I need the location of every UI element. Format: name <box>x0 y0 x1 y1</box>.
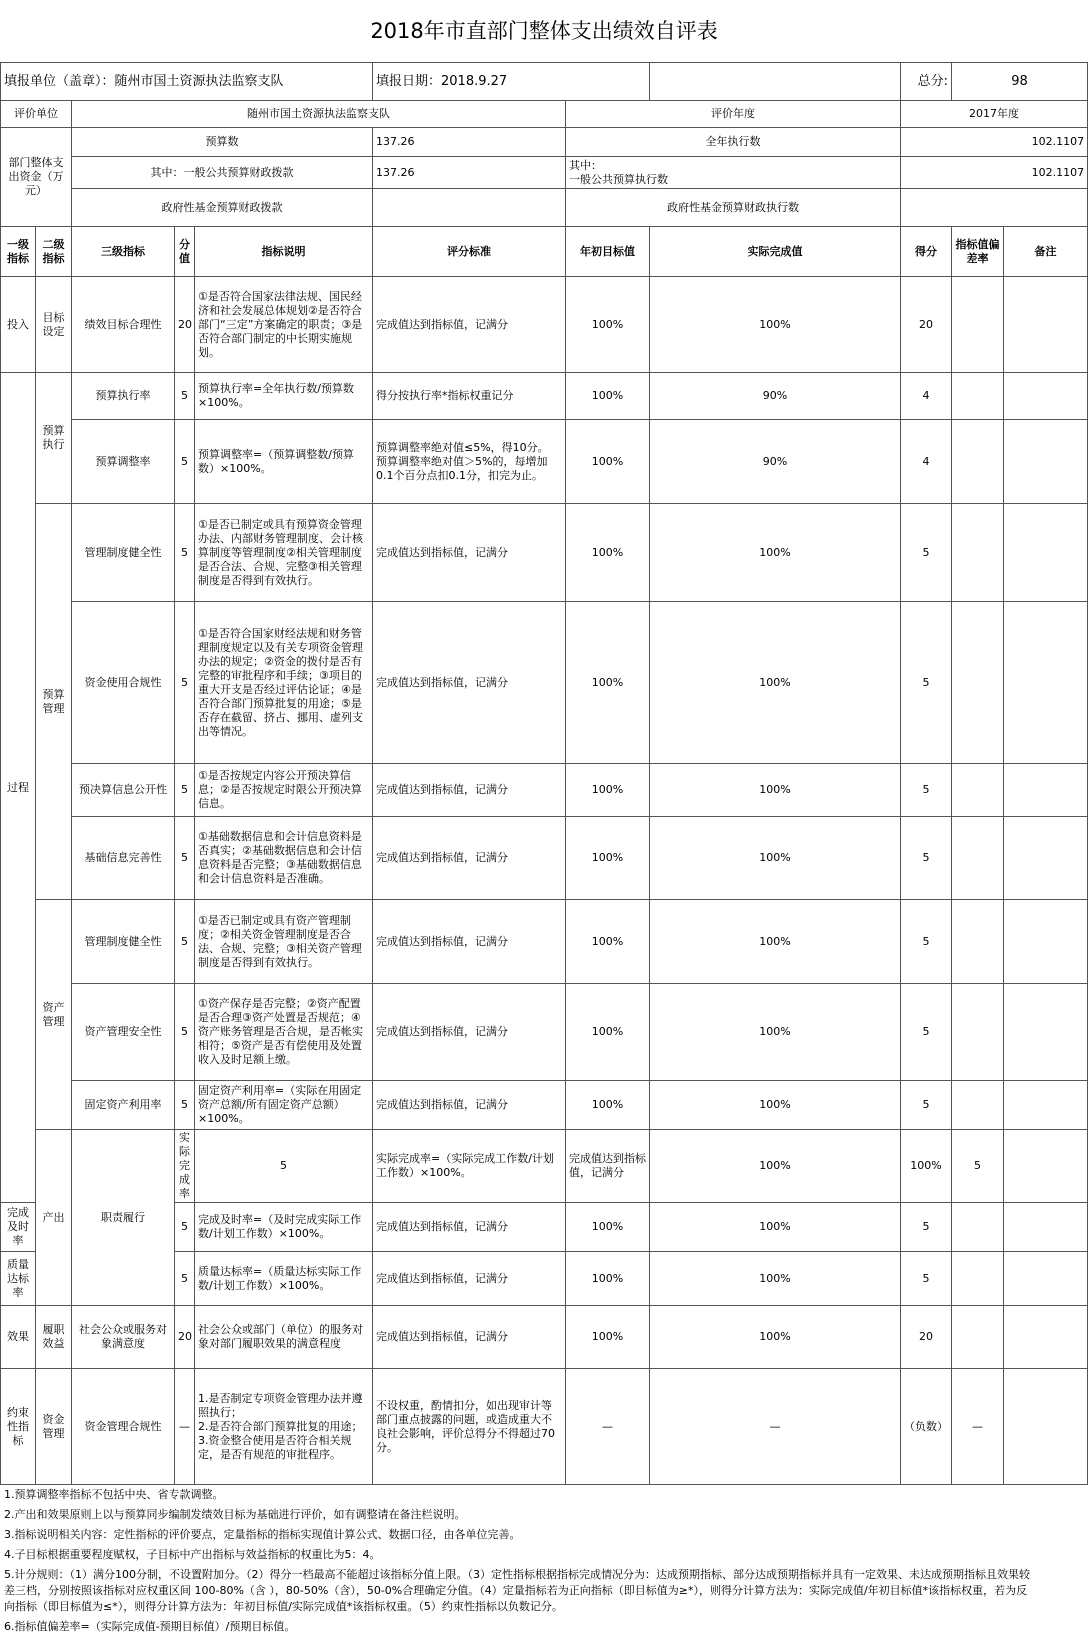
level2-benefit: 履职效益 <box>36 1306 72 1369</box>
indicator-deviation <box>952 277 1004 373</box>
general-budget-value: 137.26 <box>373 157 566 189</box>
indicator-deviation <box>952 1252 1004 1306</box>
col-remark: 备注 <box>1004 227 1088 277</box>
table-row <box>1 1130 1088 1203</box>
indicator-got: 5 <box>901 602 952 764</box>
indicator-standard: 完成值达到指标值，记满分 <box>373 764 566 817</box>
indicator-got: 20 <box>901 1306 952 1369</box>
indicator-target: 100% <box>566 817 650 900</box>
indicator-standard: 完成值达到指标值，记满分 <box>373 504 566 602</box>
indicator-got: 5 <box>901 1203 952 1252</box>
indicator-target: 100% <box>566 984 650 1081</box>
eval-year-label: 评价年度 <box>566 101 901 128</box>
indicator-standard: 不设权重，酌情扣分，如出现审计等部门重点披露的问题，或造成重大不良社会影响，评价总得分不得超过70分。 <box>373 1369 566 1485</box>
level1-process: 过程 <box>1 373 36 1203</box>
indicator-remark <box>1004 602 1088 764</box>
indicator-remark <box>1004 764 1088 817</box>
table-row <box>1 602 1088 764</box>
indicator-name: 绩效目标合理性 <box>72 277 175 373</box>
indicator-deviation <box>952 900 1004 984</box>
indicator-remark <box>1004 277 1088 373</box>
level2-fund-mgmt: 资金管理 <box>36 1369 72 1485</box>
indicator-standard: 完成值达到指标值，记满分 <box>373 900 566 984</box>
indicator-standard: 完成值达到指标值，记满分 <box>373 984 566 1081</box>
indicator-target: 100% <box>566 504 650 602</box>
fund-exec-label: 政府性基金预算财政执行数 <box>566 189 901 227</box>
indicator-name: 完成及时率 <box>1 1203 36 1252</box>
indicator-desc: ①是否已制定或具有资产管理制度；②相关资金管理制度是否合法、合规、完整；③相关资产管理制度是否得到有效执行。 <box>195 900 373 984</box>
indicator-actual: 100% <box>650 602 901 764</box>
blank-cell <box>650 63 901 101</box>
notes <box>0 1485 1042 1637</box>
table-row <box>1 764 1088 817</box>
indicator-score: 5 <box>175 817 195 900</box>
indicator-target: 100% <box>566 277 650 373</box>
col-level2: 二级指标 <box>36 227 72 277</box>
col-target: 年初目标值 <box>566 227 650 277</box>
indicator-actual: 100% <box>650 900 901 984</box>
indicator-standard: 完成值达到指标值，记满分 <box>566 1130 650 1203</box>
indicator-actual: 100% <box>650 1203 901 1252</box>
indicator-desc: ①资产保存是否完整；②资产配置是否合理③资产处置是否规范；④资产账务管理是否合规，是否帐实相符；⑤资产是否有偿使用及处置收入及时足额上缴。 <box>195 984 373 1081</box>
indicator-score: 5 <box>175 1252 195 1306</box>
indicator-remark <box>1004 420 1088 504</box>
indicator-deviation: — <box>952 1369 1004 1485</box>
indicator-name: 预算调整率 <box>72 420 175 504</box>
fund-budget-label: 政府性基金预算财政拨款 <box>72 189 373 227</box>
indicator-got: 5 <box>901 1252 952 1306</box>
indicator-got: 5 <box>901 817 952 900</box>
indicator-standard: 完成值达到指标值，记满分 <box>373 602 566 764</box>
indicator-desc: 固定资产利用率=（实际在用固定资产总额/所有固定资产总额）×100%。 <box>195 1081 373 1130</box>
indicator-got: 5 <box>901 984 952 1081</box>
indicator-actual: 100% <box>650 277 901 373</box>
indicator-name: 资金使用合规性 <box>72 602 175 764</box>
indicator-name: 社会公众或服务对象满意度 <box>72 1306 175 1369</box>
level1-effect: 效果 <box>1 1306 36 1369</box>
indicator-name: 资产管理安全性 <box>72 984 175 1081</box>
indicator-remark <box>1004 504 1088 602</box>
indicator-remark <box>1004 1081 1088 1130</box>
indicator-desc: ①是否按规定内容公开预决算信息；②是否按规定时限公开预决算信息。 <box>195 764 373 817</box>
page-title: 2018年市直部门整体支出绩效自评表 <box>1 0 1088 63</box>
indicator-target: 100% <box>566 900 650 984</box>
fill-date: 填报日期：2018.9.27 <box>373 63 650 101</box>
indicator-remark <box>1004 817 1088 900</box>
exec-label: 全年执行数 <box>566 128 901 157</box>
table-row <box>1 817 1088 900</box>
indicator-deviation <box>952 984 1004 1081</box>
table-row <box>1 420 1088 504</box>
fill-unit: 填报单位（盖章）：随州市国土资源执法监察支队 <box>1 63 373 101</box>
level2-goal: 目标设定 <box>36 277 72 373</box>
indicator-deviation <box>952 1203 1004 1252</box>
col-got: 得分 <box>901 227 952 277</box>
table-row <box>1 504 1088 602</box>
col-level1: 一级指标 <box>1 227 36 277</box>
indicator-target: 100% <box>650 1130 901 1203</box>
indicator-got: 5 <box>901 504 952 602</box>
indicator-score: — <box>175 1369 195 1485</box>
indicator-got: 4 <box>901 420 952 504</box>
indicator-got: 5 <box>901 1081 952 1130</box>
indicator-name: 管理制度健全性 <box>72 900 175 984</box>
col-level3: 三级指标 <box>72 227 175 277</box>
indicator-deviation <box>952 817 1004 900</box>
col-standard: 评分标准 <box>373 227 566 277</box>
indicator-deviation <box>1004 1130 1088 1203</box>
table-row <box>1 373 1088 420</box>
level1-output: 产出 <box>36 1130 72 1306</box>
indicator-remark <box>1004 373 1088 420</box>
general-budget-label: 其中：一般公共预算财政拨款 <box>72 157 373 189</box>
level1-input: 投入 <box>1 277 36 373</box>
funds-label: 部门整体支出资金（万元） <box>1 128 72 227</box>
indicator-name: 资金管理合规性 <box>72 1369 175 1485</box>
indicator-name: 预算执行率 <box>72 373 175 420</box>
note-item: 5.计分规则：（1）满分100分制，不设置附加分。（2）得分一档最高不能超过该指标分值上限。（3）定性指标根据指标完成情况分为：达成预期指标、部分达成预期指标并具有一定效果、未达成预期指标且效果较差三档，分别按照该指标对应权重区间 100-80%（含 ），80-50%（含），50-0%合理确定分值。（4）定量指标若为正向指标（即目标值为≥*），则得分计算方法为：实际完成值/年初目标值*该指标权重，若为反向指标（即目标值为≤*），则得分计算方法为：年初目标值/实际完成值*该指标权重。（5）约束性指标以负数记分。 <box>4 1568 1030 1613</box>
col-desc: 指标说明 <box>195 227 373 277</box>
level1-constraint: 约束性指标 <box>1 1369 36 1485</box>
indicator-desc: 质量达标率=（质量达标实际工作数/计划工作数）×100%。 <box>195 1252 373 1306</box>
indicator-deviation <box>952 504 1004 602</box>
indicator-actual: 90% <box>650 420 901 504</box>
indicator-score: 5 <box>175 900 195 984</box>
indicator-actual: 90% <box>650 373 901 420</box>
indicator-desc: ①是否已制定或具有预算资金管理办法、内部财务管理制度、会计核算制度等管理制度②相关管理制度是否合法、合规、完整③相关管理制度是否得到有效执行。 <box>195 504 373 602</box>
indicator-remark <box>1004 1306 1088 1369</box>
table-row <box>1 1369 1088 1485</box>
indicator-desc: 实际完成率=（实际完成工作数/计划工作数）×100%。 <box>373 1130 566 1203</box>
total-score-value: 98 <box>952 63 1088 101</box>
eval-unit-label: 评价单位 <box>1 101 72 128</box>
indicator-standard: 完成值达到指标值，记满分 <box>373 277 566 373</box>
indicator-desc: 预算调整率=（预算调整数/预算数）×100%。 <box>195 420 373 504</box>
level2-duty: 职责履行 <box>72 1130 175 1306</box>
indicator-remark <box>1004 900 1088 984</box>
indicator-actual: 100% <box>650 1252 901 1306</box>
indicator-actual: 100% <box>650 1081 901 1130</box>
note-item: 2.产出和效果原则上以与预算同步编制发绩效目标为基础进行评价，如有调整请在备注栏说明。 <box>4 1508 466 1521</box>
indicator-target: 100% <box>566 1203 650 1252</box>
indicator-got: （负数） <box>901 1369 952 1485</box>
indicator-score: 5 <box>175 1203 195 1252</box>
indicator-score: 20 <box>175 1306 195 1369</box>
indicator-desc: 完成及时率=（及时完成实际工作数/计划工作数）×100%。 <box>195 1203 373 1252</box>
indicator-standard: 完成值达到指标值，记满分 <box>373 1306 566 1369</box>
level2-budget-exec: 预算执行 <box>36 373 72 504</box>
indicator-desc: ①基础数据信息和会计信息资料是否真实；②基础数据信息和会计信息资料是否完整；③基础数据信息和会计信息资料是否准确。 <box>195 817 373 900</box>
indicator-score: 20 <box>175 277 195 373</box>
indicator-name: 固定资产利用率 <box>72 1081 175 1130</box>
table-row <box>1 277 1088 373</box>
eval-unit-value: 随州市国土资源执法监察支队 <box>72 101 566 128</box>
indicator-score: 5 <box>175 420 195 504</box>
indicator-deviation <box>952 1081 1004 1130</box>
note-item: 1.预算调整率指标不包括中央、省专款调整。 <box>4 1488 224 1501</box>
indicator-name: 预决算信息公开性 <box>72 764 175 817</box>
indicator-standard: 完成值达到指标值，记满分 <box>373 817 566 900</box>
indicator-standard: 预算调整率绝对值≤5%，得10分。 预算调整率绝对值＞5%的，每增加0.1个百分点扣0.1分，扣完为止。 <box>373 420 566 504</box>
eval-year-value: 2017年度 <box>901 101 1088 128</box>
fund-exec-value <box>901 189 1088 227</box>
col-deviation: 指标值偏差率 <box>952 227 1004 277</box>
indicator-desc: 1.是否制定专项资金管理办法并遵照执行； 2.是否符合部门预算批复的用途； 3.资金整合使用是否符合相关规定，是否有规范的审批程序。 <box>195 1369 373 1485</box>
indicator-remark <box>1004 1369 1088 1485</box>
indicator-target: 100% <box>566 373 650 420</box>
budget-label: 预算数 <box>72 128 373 157</box>
indicator-score: 5 <box>175 373 195 420</box>
indicator-deviation <box>952 764 1004 817</box>
indicator-actual: 100% <box>901 1130 952 1203</box>
indicator-deviation <box>952 1306 1004 1369</box>
indicator-target: 100% <box>566 1306 650 1369</box>
indicator-name: 质量达标率 <box>1 1252 36 1306</box>
col-score: 分值 <box>175 227 195 277</box>
indicator-standard: 完成值达到指标值，记满分 <box>373 1252 566 1306</box>
indicator-target: 100% <box>566 764 650 817</box>
indicator-got: 4 <box>901 373 952 420</box>
indicator-actual: 100% <box>650 764 901 817</box>
indicator-desc: 社会公众或部门（单位）的服务对象对部门履职效果的满意程度 <box>195 1306 373 1369</box>
indicator-actual: 100% <box>650 817 901 900</box>
indicator-name: 管理制度健全性 <box>72 504 175 602</box>
indicator-desc: ①是否符合国家财经法规和财务管理制度规定以及有关专项资金管理办法的规定；②资金的拨付是否有完整的审批程序和手续；③项目的重大开支是否经过评估论证；④是否符合部门预算批复的用途；⑤是否存在截留、挤占、挪用、虚列支出等情况。 <box>195 602 373 764</box>
indicator-desc: 预算执行率=全年执行数/预算数×100%。 <box>195 373 373 420</box>
exec-value: 102.1107 <box>901 128 1088 157</box>
indicator-deviation <box>952 373 1004 420</box>
indicator-target: 100% <box>566 420 650 504</box>
indicator-target: 100% <box>566 602 650 764</box>
indicator-got: 20 <box>901 277 952 373</box>
budget-value: 137.26 <box>373 128 566 157</box>
table-row <box>1 1081 1088 1130</box>
table-row <box>1 984 1088 1081</box>
indicator-actual: — <box>650 1369 901 1485</box>
indicator-actual: 100% <box>650 984 901 1081</box>
note-item: 6.指标值偏差率=（实际完成值-预期目标值）/预期目标值。 <box>4 1620 296 1633</box>
indicator-standard: 得分按执行率*指标权重记分 <box>373 373 566 420</box>
col-actual: 实际完成值 <box>650 227 901 277</box>
indicator-desc: ①是否符合国家法律法规、国民经济和社会发展总体规划②是否符合部门“三定”方案确定的职责；③是否符合部门制定的中长期实施规划。 <box>195 277 373 373</box>
indicator-target: — <box>566 1369 650 1485</box>
level2-asset-mgmt: 资产管理 <box>36 900 72 1130</box>
indicator-name: 基础信息完善性 <box>72 817 175 900</box>
table-row <box>1 900 1088 984</box>
total-score-label: 总分: <box>901 63 952 101</box>
indicator-remark <box>1004 1252 1088 1306</box>
indicator-deviation <box>952 420 1004 504</box>
indicator-remark <box>1004 1203 1088 1252</box>
indicator-standard: 完成值达到指标值，记满分 <box>373 1203 566 1252</box>
indicator-score: 5 <box>175 764 195 817</box>
indicator-actual: 100% <box>650 1306 901 1369</box>
fund-budget-value <box>373 189 566 227</box>
indicator-got: 5 <box>901 900 952 984</box>
indicator-target: 100% <box>566 1081 650 1130</box>
indicator-deviation <box>952 602 1004 764</box>
indicator-got: 5 <box>952 1130 1004 1203</box>
table-row <box>1 1306 1088 1369</box>
general-exec-value: 102.1107 <box>901 157 1088 189</box>
indicator-score: 5 <box>195 1130 373 1203</box>
indicator-got: 5 <box>901 764 952 817</box>
indicator-remark <box>1004 984 1088 1081</box>
indicator-standard: 完成值达到指标值，记满分 <box>373 1081 566 1130</box>
indicator-target: 100% <box>566 1252 650 1306</box>
indicator-score: 5 <box>175 602 195 764</box>
general-exec-label: 其中： 一般公共预算执行数 <box>566 157 901 189</box>
indicator-score: 5 <box>175 1081 195 1130</box>
indicator-actual: 100% <box>650 504 901 602</box>
indicator-name: 实际完成率 <box>175 1130 195 1203</box>
note-item: 4.子目标根据重要程度赋权，子目标中产出指标与效益指标的权重比为5：4。 <box>4 1548 381 1561</box>
level2-budget-mgmt: 预算管理 <box>36 504 72 900</box>
indicator-score: 5 <box>175 984 195 1081</box>
note-item: 3.指标说明相关内容：定性指标的评价要点，定量指标的指标实现值计算公式、数据口径，由各单位完善。 <box>4 1528 521 1541</box>
indicator-score: 5 <box>175 504 195 602</box>
